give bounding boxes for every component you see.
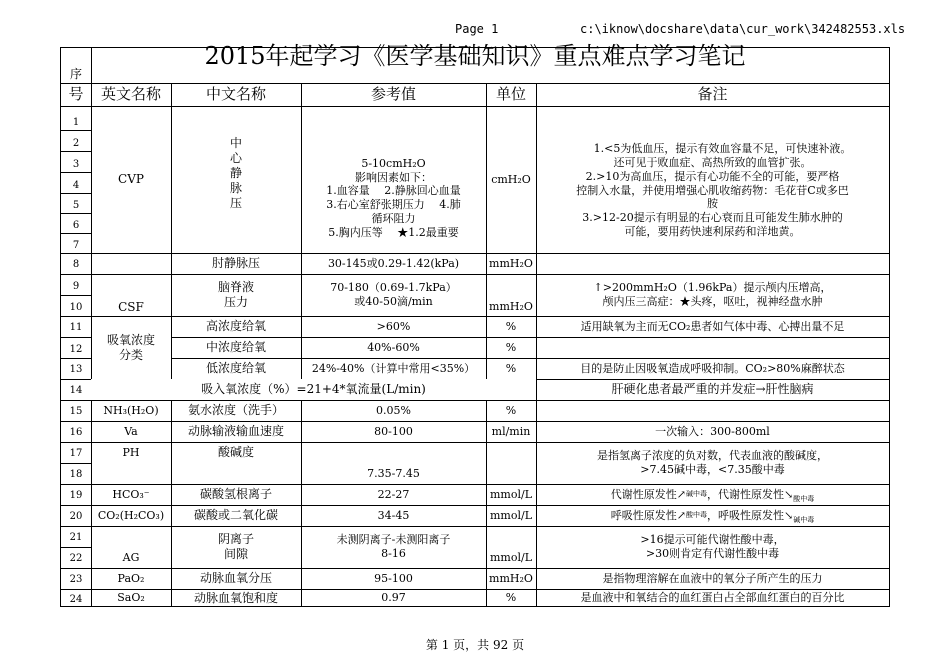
row-number: 5 xyxy=(72,200,80,211)
seq-header: 号 xyxy=(68,85,84,104)
row24-cn: 动脉血氧饱和度 xyxy=(193,590,278,605)
ph-note: 是指氢离子浓度的负对数，代表血液的酸碱度， >7.45碱中毒，<7.35酸中毒 xyxy=(597,449,828,476)
row23-cn: 动脉血氧分压 xyxy=(199,571,272,585)
row19-unit: mmol/L xyxy=(489,487,532,501)
document-title: 2015年起学习《医学基础知识》重点难点学习笔记 xyxy=(204,42,746,70)
row20-note: 呼吸性原发性↗ 酸中毒 ，呼吸性原发性↘ 碱中毒 xyxy=(610,508,815,525)
row20-ref: 34-45 xyxy=(377,508,410,522)
row24-unit: % xyxy=(505,591,517,605)
row24-en: SaO₂ xyxy=(117,591,145,605)
row23-en: PaO₂ xyxy=(117,571,145,585)
row-number: 13 xyxy=(69,364,83,375)
row19-cn: 碳酸氢根离子 xyxy=(199,487,272,501)
row8-reference: 30-145或0.29-1.42(kPa) xyxy=(327,256,460,270)
row-number: 16 xyxy=(69,427,83,438)
cvp-note: 1.<5为低血压，提示有效血容量不足，可快速补液。 还可见于败血症、高热所致的血管扩张。 2.>10为高血压，提示有心功能不全的可能，要严格 控制入水量，并使用增强心肌收缩药物：毛花苷C或多巴 胺 3.>12-20提示有明显的右心衰而且可能发生肺水肿的 可能，要用药快速利尿药和洋地黄。 xyxy=(576,142,852,238)
csf-en: CSF xyxy=(118,299,144,314)
oxygen-mid-cn: 中浓度给氧 xyxy=(205,340,266,354)
row15-cn: 氨水浓度（洗手） xyxy=(187,403,284,417)
oxygen-high-cn: 高浓度给氧 xyxy=(205,319,266,333)
row19-en: HCO₃⁻ xyxy=(112,487,150,501)
seq-header-top: 序 xyxy=(69,66,82,81)
row-number: 20 xyxy=(69,511,83,522)
ag-cn: 阴离子 间隙 xyxy=(217,532,254,561)
oxygen-low-ref: 24%-40%（计算中常用<35%） xyxy=(311,361,476,375)
page-header-left: Page 1 xyxy=(455,22,499,36)
row-number: 24 xyxy=(69,594,83,605)
row-number: 12 xyxy=(69,344,83,355)
row16-ref: 80-100 xyxy=(374,424,413,438)
row19-note: 代谢性原发性↗ 碱中毒 ，代谢性原发性↘ 酸中毒 xyxy=(610,487,815,504)
oxygen-high-unit: % xyxy=(505,319,517,333)
row-number: 19 xyxy=(69,490,83,501)
row-number: 22 xyxy=(69,553,83,564)
row-number: 10 xyxy=(69,302,83,313)
row23-ref: 95-100 xyxy=(374,571,413,585)
oxygen-low-cn: 低浓度给氧 xyxy=(205,361,266,375)
row8-cn: 肘静脉压 xyxy=(211,256,260,270)
oxygen-group-label: 吸氧浓度 分类 xyxy=(106,332,155,362)
ag-unit: mmol/L xyxy=(489,550,532,564)
oxygen-high-note: 适用缺氧为主而无CO₂患者如气体中毒、心搏出量不足 xyxy=(580,319,845,333)
oxygen-high-ref: >60% xyxy=(376,319,411,333)
row20-en: CO₂(H₂CO₃) xyxy=(97,508,165,522)
row16-en: Va xyxy=(124,424,138,438)
oxygen-mid-unit: % xyxy=(505,340,517,354)
row-number: 21 xyxy=(69,532,83,543)
row-number: 11 xyxy=(69,322,83,333)
notes-table xyxy=(60,47,890,607)
row-number: 6 xyxy=(72,220,80,231)
note-header: 备注 xyxy=(697,85,728,104)
row15-en: NH₃(H₂O) xyxy=(103,403,159,417)
oxygen-low-unit: % xyxy=(505,361,517,375)
row-number: 8 xyxy=(72,259,80,270)
row-number: 15 xyxy=(69,406,83,417)
row14-note: 肝硬化患者最严重的并发症→肝性脑病 xyxy=(611,382,814,396)
row-number: 7 xyxy=(72,240,80,251)
row-number: 3 xyxy=(72,159,80,170)
oxygen-mid-ref: 40%-60% xyxy=(367,340,420,354)
unit-header: 单位 xyxy=(495,85,526,104)
row23-unit: mmH₂O xyxy=(489,571,533,585)
csf-unit: mmH₂O xyxy=(489,300,533,314)
row20-unit: mmol/L xyxy=(489,508,532,522)
row15-unit: % xyxy=(505,403,517,417)
row24-ref: 0.97 xyxy=(381,591,406,605)
row-number: 9 xyxy=(72,281,80,292)
row23-note: 是指物理溶解在血液中的氧分子所产生的压力 xyxy=(602,571,823,585)
row-number: 23 xyxy=(69,574,83,585)
ph-cn: 酸碱度 xyxy=(217,445,254,459)
row16-note: 一次输入：300-800ml xyxy=(655,424,770,438)
ag-en: AG xyxy=(122,550,140,564)
row-number: 2 xyxy=(72,138,80,149)
row16-unit: ml/min xyxy=(491,424,531,438)
page-header-path: c:\iknow\docshare\data\cur_work\342482553.xls xyxy=(580,22,906,36)
cvp-unit: cmH₂O xyxy=(491,172,531,186)
csf-cn: 脑脊液 压力 xyxy=(217,280,254,309)
oxygen-low-note: 目的是防止因吸氧造成呼吸抑制。CO₂>80%麻醉状态 xyxy=(580,361,845,375)
page-footer: 第 1 页，共 92 页 xyxy=(425,638,525,652)
ph-en: PH xyxy=(122,445,140,459)
cn-name-header: 中文名称 xyxy=(205,85,266,104)
en-name-header: 英文名称 xyxy=(100,85,161,104)
row20-cn: 碳酸或二氧化碳 xyxy=(193,508,278,522)
cvp-en: CVP xyxy=(118,172,144,186)
cvp-reference: 5-10cmH₂O 影响因素如下： 1.血容量 2.静脉回心血量 3.右心室舒张期压力 4.肺 循环阻力 5.胸内压等 ★1.2最重要 xyxy=(326,156,461,239)
row-number: 1 xyxy=(72,117,80,128)
row-number: 14 xyxy=(69,385,83,396)
row-number: 18 xyxy=(69,469,83,480)
csf-reference: 70-180（0.69-1.7kPa） 或40-50滴/min xyxy=(330,281,457,308)
reference-header: 参考值 xyxy=(370,85,416,104)
row16-cn: 动脉输液输血速度 xyxy=(187,424,284,438)
row24-note: 是血液中和氧结合的血红蛋白占全部血红蛋白的百分比 xyxy=(580,591,845,605)
ph-ref: 7.35-7.45 xyxy=(367,466,420,480)
row19-ref: 22-27 xyxy=(377,487,410,501)
row-number: 17 xyxy=(69,448,83,459)
row15-ref: 0.05% xyxy=(376,403,411,417)
cvp-cn: 中 心 静 脉 压 xyxy=(229,135,242,210)
row8-unit: mmH₂O xyxy=(489,256,533,270)
csf-note: ↑>200mmH₂O（1.96kPa）提示颅内压增高， 颅内压三高症：★头疼，呕吐，视神经盘水肿 xyxy=(593,281,832,308)
row-number: 4 xyxy=(72,180,80,191)
ag-note: >16提示可能代谢性酸中毒， >30则肯定有代谢性酸中毒 xyxy=(640,533,785,560)
ag-ref: 未测阴离子-未测阳离子 8-16 xyxy=(336,533,451,560)
oxygen-formula: 吸入氧浓度（%）=21+4*氧流量(L/min) xyxy=(91,379,536,400)
